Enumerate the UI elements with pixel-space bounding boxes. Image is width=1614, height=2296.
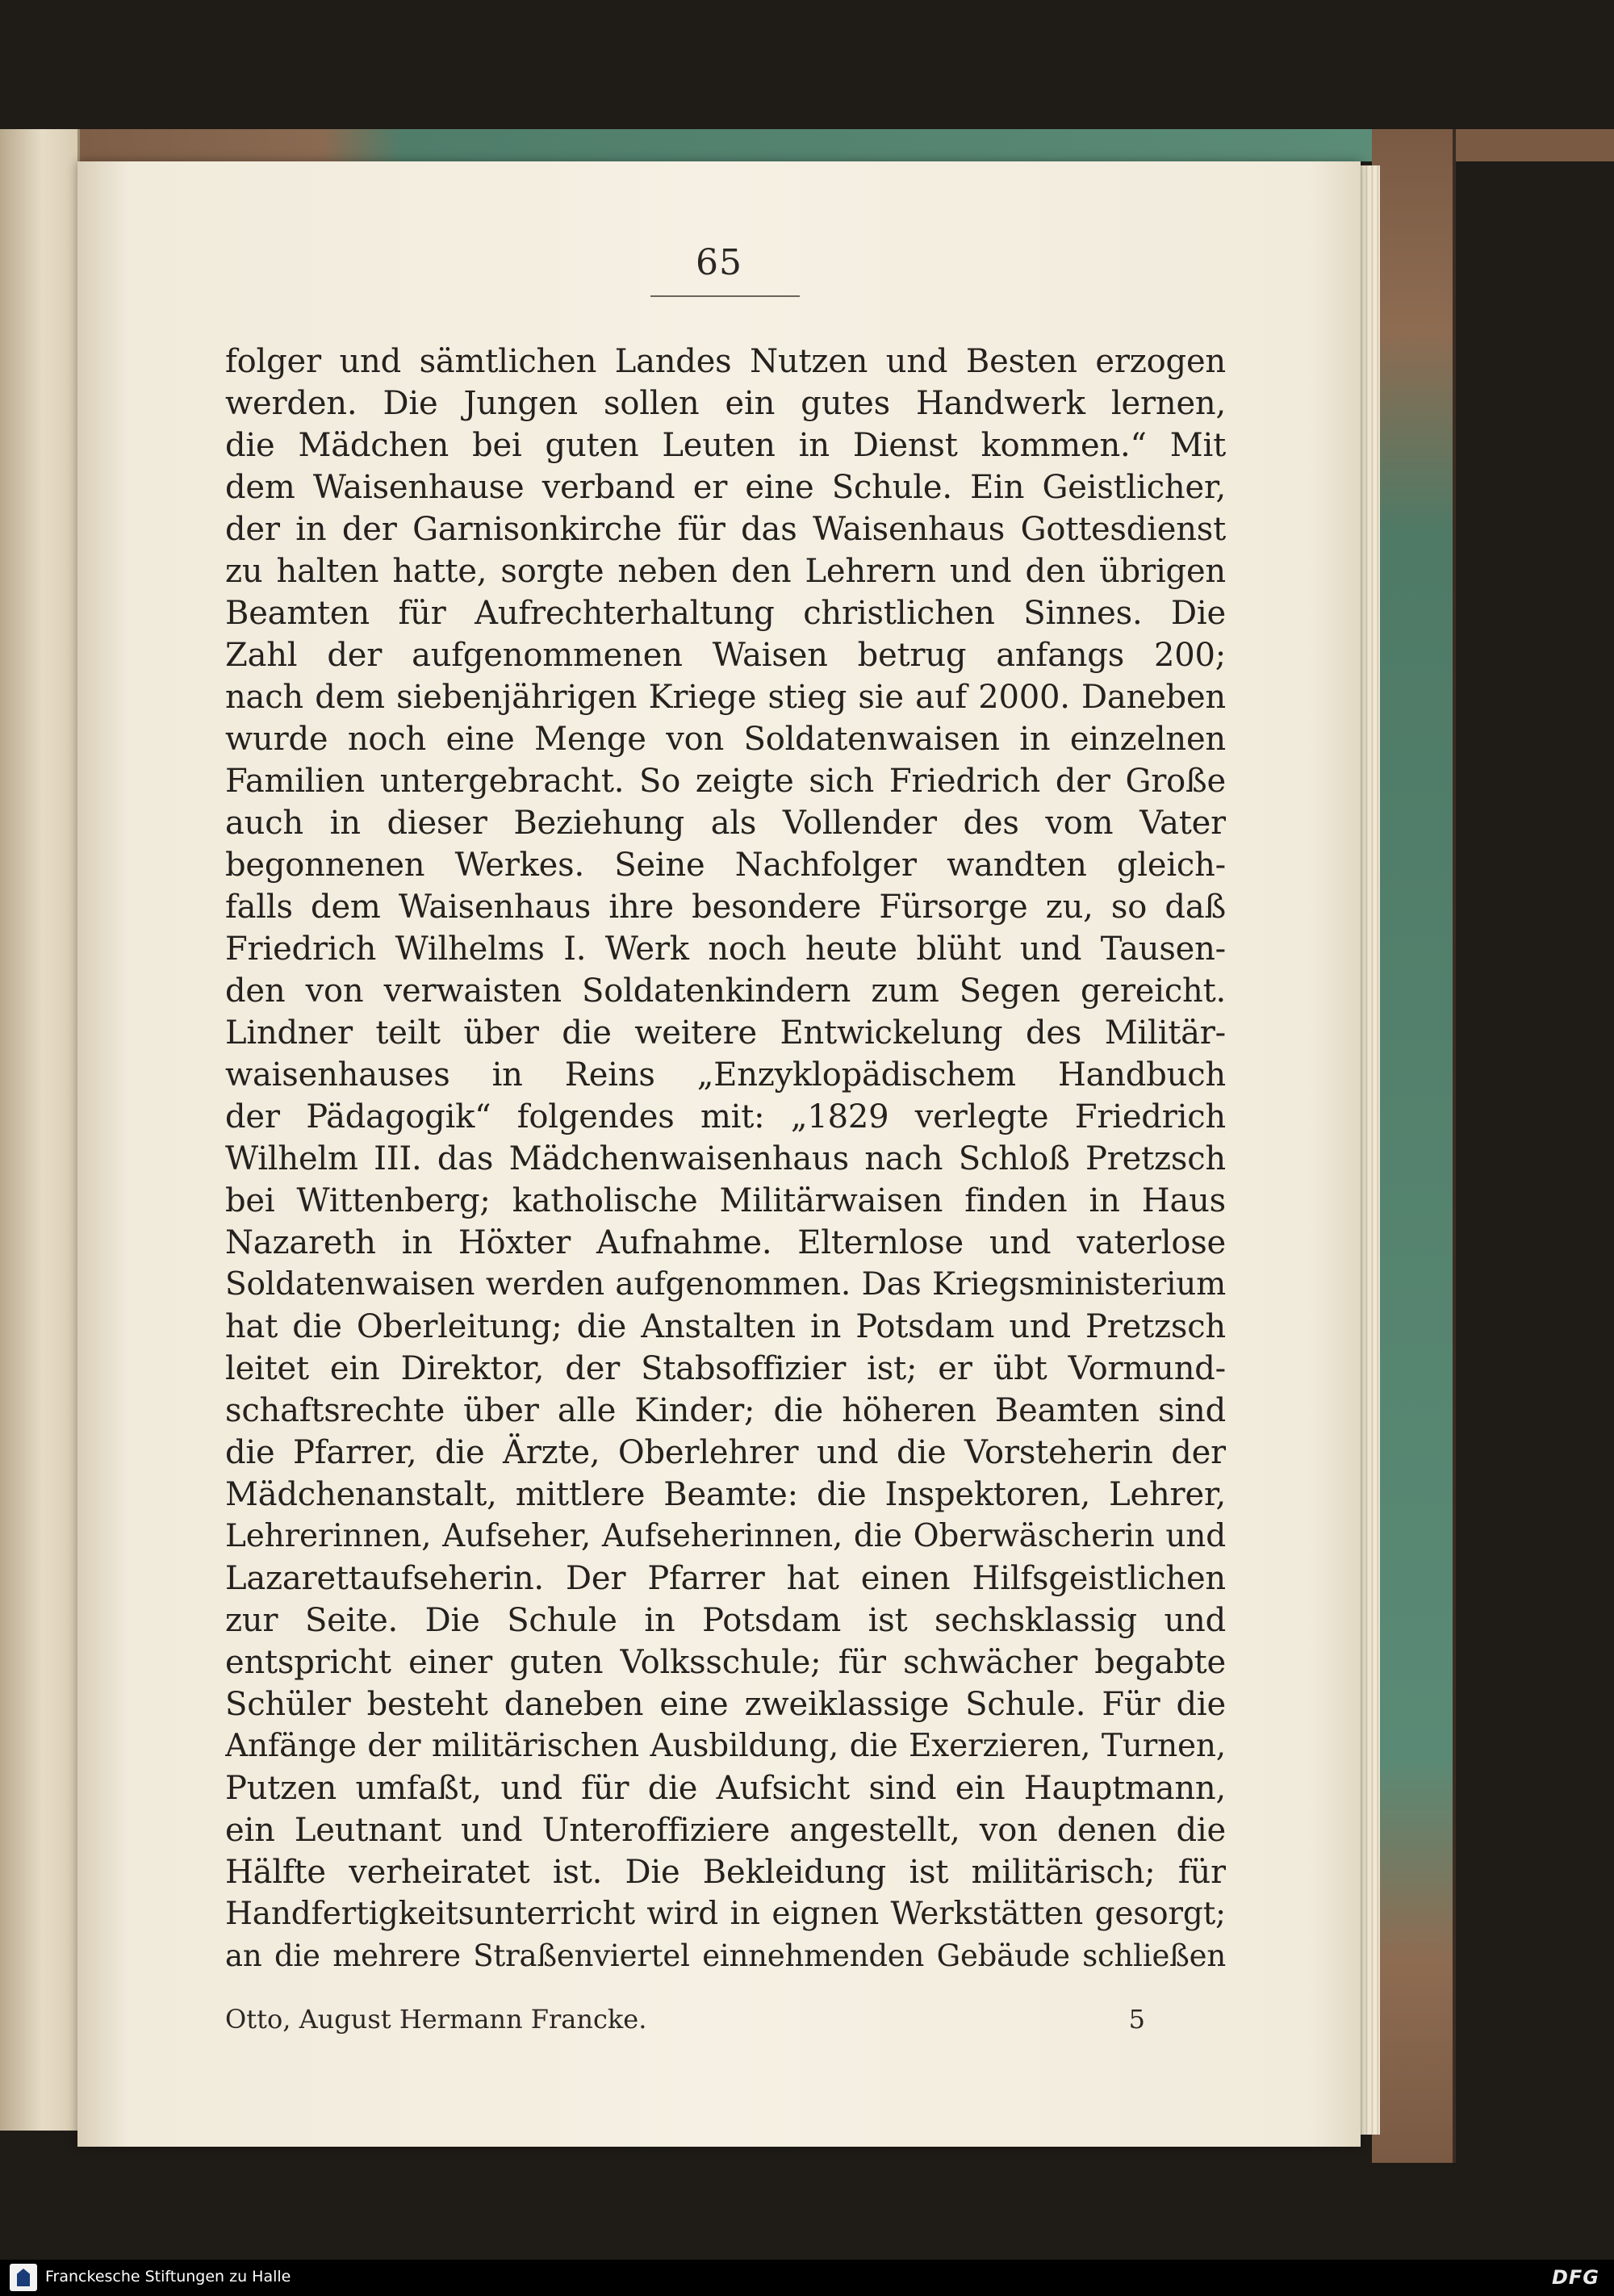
text-line: wurde noch eine Menge von Soldatenwaisen in einzelnen <box>225 721 1226 758</box>
text-line: Putzen umfaßt, und für die Aufsicht sind ein Hauptmann, <box>225 1770 1226 1807</box>
footer-sheet-number: 5 <box>1128 2004 1145 2035</box>
book-page <box>77 161 1361 2147</box>
text-line: Nazareth in Höxter Aufnahme. Elternlose und vaterlose <box>225 1224 1226 1261</box>
text-line: dem Waisenhause verband er eine Schule. Ein Geistlicher, <box>225 469 1226 506</box>
text-line: Schüler besteht daneben eine zweiklassige Schule. Für die <box>225 1686 1226 1723</box>
dfg-logo: DFG <box>1551 2266 1599 2289</box>
text-line: Mädchenanstalt, mittlere Beamte: die Inspektoren, Lehrer, <box>225 1476 1226 1513</box>
text-line: auch in dieser Beziehung als Vollender des vom Vater <box>225 805 1226 842</box>
text-line: die Mädchen bei guten Leuten in Dienst kommen.“ Mit <box>225 427 1226 464</box>
text-line: bei Wittenberg; katholische Militärwaisen finden in Haus <box>225 1182 1226 1219</box>
archive-institution-name: Franckesche Stiftungen zu Halle <box>45 2268 291 2286</box>
text-line: Zahl der aufgenommenen Waisen betrug anfangs 200; <box>225 637 1226 674</box>
text-line: ein Leutnant und Unteroffiziere angestellt, von denen die <box>225 1812 1226 1849</box>
text-line: werden. Die Jungen sollen ein gutes Handwerk lernen, <box>225 385 1226 422</box>
text-line: Lindner teilt über die weitere Entwickelung des Militär- <box>225 1014 1226 1052</box>
text-line: hat die Oberleitung; die Anstalten in Potsdam und Pretzsch <box>225 1308 1226 1345</box>
text-line: zu halten hatte, sorgte neben den Lehrern und den übrigen <box>225 553 1226 590</box>
text-line: Familien untergebracht. So zeigte sich Friedrich der Große <box>225 763 1226 800</box>
text-line: Lehrerinnen, Aufseher, Aufseherinnen, die Oberwäscherin und <box>225 1518 1226 1554</box>
page-number: 65 <box>696 242 742 283</box>
text-line: den von verwaisten Soldatenkindern zum Segen gereicht. <box>225 972 1226 1010</box>
text-line: der Pädagogik“ folgendes mit: „1829 verlegte Friedrich <box>225 1098 1226 1135</box>
page-footer <box>225 2004 1145 2035</box>
text-line: an die mehrere Straßenviertel einnehmenden Gebäude schließen <box>225 1938 1226 1973</box>
text-line: schaftsrechte über alle Kinder; die höheren Beamten sind <box>225 1392 1226 1429</box>
archive-logo-icon <box>10 2264 37 2291</box>
text-line: Anfänge der militärischen Ausbildung, die Exerzieren, Turnen, <box>225 1728 1226 1764</box>
text-line: Lazarettaufseherin. Der Pfarrer hat einen Hilfsgeistlichen <box>225 1560 1226 1597</box>
text-line: Friedrich Wilhelms I. Werk noch heute blüht und Tausen- <box>225 931 1226 968</box>
text-line: nach dem siebenjährigen Kriege stieg sie auf 2000. Daneben <box>225 679 1226 716</box>
text-line: zur Seite. Die Schule in Potsdam ist sechsklassig und <box>225 1602 1226 1639</box>
text-line: der in der Garnisonkirche für das Waisenhaus Gottesdienst <box>225 511 1226 548</box>
footer-signature: Otto, August Hermann Francke. <box>225 2004 647 2035</box>
text-line: waisenhauses in Reins „Enzyklopädischem Handbuch <box>225 1056 1226 1094</box>
text-line: Hälfte verheiratet ist. Die Bekleidung ist militärisch; für <box>225 1854 1226 1891</box>
text-line: die Pfarrer, die Ärzte, Oberlehrer und die Vorsteherin der <box>225 1434 1226 1471</box>
text-line: Soldatenwaisen werden aufgenommen. Das Kriegsministerium <box>225 1266 1226 1303</box>
book-cover-back <box>1372 129 1456 2163</box>
text-line: Wilhelm III. das Mädchenwaisenhaus nach Schloß Pretzsch <box>225 1140 1226 1177</box>
text-line: begonnenen Werkes. Seine Nachfolger wandten gleich- <box>225 847 1226 884</box>
text-line: falls dem Waisenhaus ihre besondere Fürsorge zu, so daß <box>225 889 1226 926</box>
body-text <box>225 341 1226 1977</box>
text-line: folger und sämtlichen Landes Nutzen und Besten erzogen <box>225 343 1226 380</box>
text-line: leitet ein Direktor, der Stabsoffizier ist; er übt Vormund- <box>225 1350 1226 1387</box>
text-line: Handfertigkeitsunterricht wird in eignen Werkstätten gesorgt; <box>225 1896 1226 1932</box>
text-line: Beamten für Aufrechterhaltung christlichen Sinnes. Die <box>225 595 1226 632</box>
header-rule <box>650 295 800 297</box>
left-page-edge <box>0 129 80 2131</box>
text-line: entspricht einer guten Volksschule; für schwächer begabte <box>225 1644 1226 1681</box>
